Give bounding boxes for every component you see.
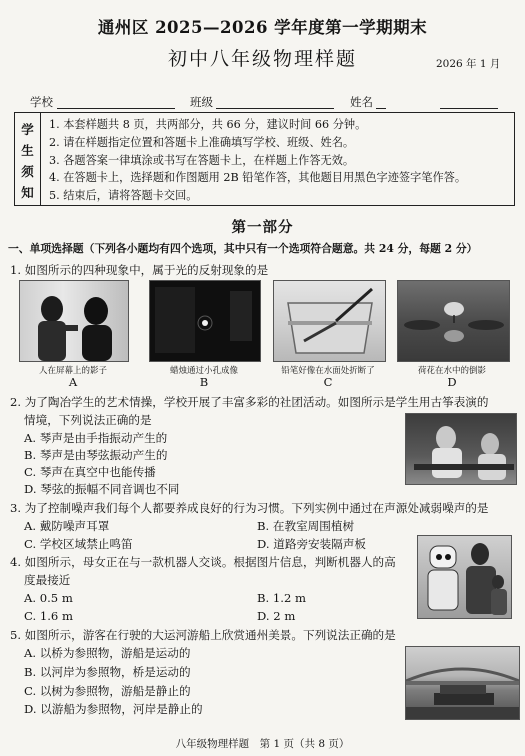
q3-option-c: C. 学校区域禁止鸣笛 [24, 537, 133, 551]
notice-item: 3. 各题答案一律填涂或书写在答题卡上，在样题上作答无效。 [49, 153, 355, 167]
name-label: 姓名 [350, 95, 373, 109]
q1-label-c: C [323, 375, 333, 389]
part1-instruction: 一、单项选择题（下列各小题均有四个选项，其中只有一个选项符合题意。共 24 分，每题 2 分） [8, 242, 478, 255]
notice-heading-char: 生 [21, 143, 34, 158]
q5-boat-image [405, 646, 520, 720]
canal-boat-icon [406, 647, 519, 719]
name-field-extension [440, 96, 498, 109]
q1-label-d: D [447, 375, 457, 389]
school-field[interactable] [57, 96, 175, 109]
notice-heading [15, 113, 41, 205]
exam-subtitle: 初中八年级物理样题 [167, 48, 357, 70]
q5-option-a: A. 以桥为参照物，游船是运动的 [24, 646, 191, 660]
q4-robot-image [417, 535, 512, 619]
pencil-in-water-icon [274, 281, 385, 361]
q1-caption-a: 人在屏幕上的影子 [38, 366, 107, 376]
q3-option-d: D. 道路旁安装隔声板 [257, 537, 367, 551]
q4-option-b: B. 1.2 m [257, 591, 307, 605]
q1-image-b [149, 280, 261, 362]
q1-stem: 1. 如图所示的四种现象中，属于光的反射现象的是 [10, 263, 269, 277]
name-field[interactable] [376, 96, 386, 109]
notice-heading-char: 须 [21, 164, 34, 179]
notice-box [14, 112, 515, 206]
q2-guzheng-image [405, 413, 517, 485]
q1-label-a: A [68, 375, 78, 389]
q2-option-b: B. 琴声是由琴弦振动产生的 [24, 448, 168, 462]
notice-item: 4. 在答题卡上，选择题和作图题用 2B 铅笔作答，其他题目用黑色字迹签字笔作答。 [49, 171, 467, 185]
class-field[interactable] [216, 96, 334, 109]
shadow-figure-icon [20, 281, 128, 361]
notice-list [49, 116, 466, 205]
q4-stem-line: 4. 如图所示，母女正在与一款机器人交谈。根据图片信息，判断机器人的高 [10, 555, 396, 569]
q5-option-d: D. 以游船为参照物，河岸是静止的 [24, 702, 203, 716]
q5-option-c: C. 以树为参照物，游船是静止的 [24, 684, 191, 698]
notice-item: 1. 本套样题共 8 页，共两部分，共 66 分，建议时间 66 分钟。 [49, 118, 367, 131]
q2-stem-line: 情境，下列说法正确的是 [24, 413, 152, 427]
q1-label-b: B [199, 375, 209, 389]
notice-heading-char: 学 [21, 122, 34, 137]
q4-stem-line: 度最接近 [24, 573, 71, 587]
guzheng-performer-icon [406, 414, 516, 484]
exam-date: 2026 年 1 月 [436, 58, 501, 70]
q1-caption-b: 蜡烛通过小孔成像 [169, 366, 238, 376]
q1-caption-d: 荷花在水中的倒影 [417, 366, 486, 376]
q2-option-c: C. 琴声在真空中也能传播 [24, 465, 156, 479]
q1-image-a [19, 280, 129, 362]
notice-item: 5. 结束后，请将答题卡交回。 [49, 189, 198, 203]
notice-item: 2. 请在样题指定位置和答题卡上准确填写学校、班级、姓名。 [49, 135, 355, 149]
section-title: 第一部分 [231, 219, 294, 236]
q4-option-d: D. 2 m [257, 609, 296, 623]
q1-caption-c: 铅笔好像在水面处折断了 [281, 366, 375, 376]
q4-option-c: C. 1.6 m [24, 609, 73, 623]
robot-with-family-icon [418, 536, 511, 618]
q5-option-b: B. 以河岸为参照物，桥是运动的 [24, 665, 191, 679]
q2-option-a: A. 琴声是由手指振动产生的 [24, 431, 168, 445]
q3-stem: 3. 为了控制噪声我们每个人都要养成良好的行为习惯。下列实例中通过在声源处减弱噪声的是 [10, 501, 489, 515]
exam-title: 通州区 2025—2026 学年度第一学期期末 [97, 18, 428, 37]
q4-option-a: A. 0.5 m [24, 591, 73, 605]
q2-stem-line: 2. 为了陶冶学生的艺术情操，学校开展了丰富多彩的社团活动。如图所示是学生用古筝表演的 [10, 395, 489, 409]
q3-option-a: A. 戴防噪声耳罩 [24, 519, 110, 533]
pinhole-candle-icon [150, 281, 260, 361]
q1-image-c [273, 280, 386, 362]
page-footer: 八年级物理样题 第 1 页（共 8 页） [175, 738, 350, 750]
lotus-reflection-icon [398, 281, 509, 361]
class-label: 班级 [190, 95, 213, 109]
school-label: 学校 [30, 95, 53, 109]
q2-option-d: D. 琴弦的振幅不同音调也不同 [24, 482, 180, 496]
notice-heading-char: 知 [21, 185, 34, 200]
q3-option-b: B. 在教室周围植树 [257, 519, 355, 533]
q1-image-d [397, 280, 510, 362]
q5-stem: 5. 如图所示，游客在行驶的大运河游船上欣赏通州美景。下列说法正确的是 [10, 628, 396, 642]
